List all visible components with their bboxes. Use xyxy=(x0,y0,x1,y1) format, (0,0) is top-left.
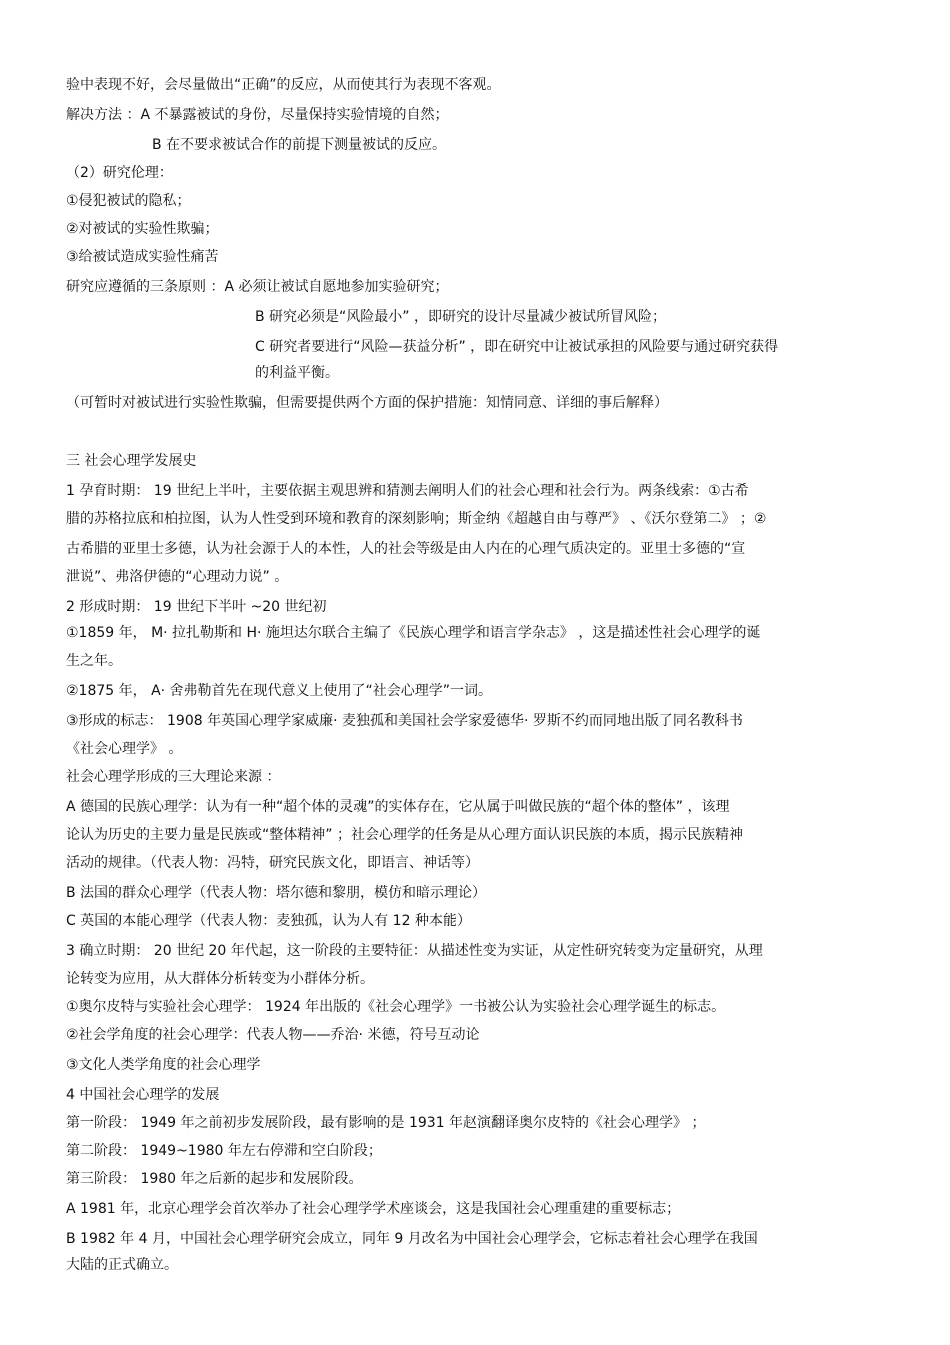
text-line: A 德国的民族心理学：认为有一种“超个体的灵魂”的实体存在，它从属于叫做民族的“超个体的整体” ，该理 xyxy=(66,799,730,815)
text-line: ②社会学角度的社会心理学：代表人物——乔治· 米德，符号互动论 xyxy=(66,1027,480,1043)
text-line: B 1982 年 4 月，中国社会心理学研究会成立，同年 9 月改名为中国社会心理学会，它标志着社会心理学在我国 xyxy=(66,1231,758,1247)
text-line: B 研究必须是“风险最小” ，即研究的设计尽量减少被试所冒风险； xyxy=(255,309,667,325)
text-line: ①1859 年， M· 拉扎勒斯和 H· 施坦达尔联合主编了《民族心理学和语言学杂志》 ，这是描述性社会心理学的诞 xyxy=(66,625,761,641)
text-line: B 在不要求被试合作的前提下测量被试的反应。 xyxy=(152,137,447,153)
text-line: 论转变为应用，从大群体分析转变为小群体分析。 xyxy=(66,971,374,987)
text-line: 研究应遵循的三条原则 ：A 必须让被试自愿地参加实验研究； xyxy=(66,279,449,295)
text-line: 生之年。 xyxy=(66,653,122,669)
text-line: 泄说”、弗洛伊德的“心理动力说” 。 xyxy=(66,569,289,585)
text-line: 3 确立时期： 20 世纪 20 年代起，这一阶段的主要特征：从描述性变为实证，从定性研究转变为定量研究，从理 xyxy=(66,943,763,959)
text-line: 大陆的正式确立。 xyxy=(66,1257,178,1273)
text-line: （2）研究伦理： xyxy=(66,165,173,181)
text-line: ①侵犯被试的隐私； xyxy=(66,193,191,209)
text-line: 1 孕育时期： 19 世纪上半叶，主要依据主观思辨和猜测去阐明人们的社会心理和社会行为。两条线索：①古希 xyxy=(66,483,749,499)
text-line: ①奥尔皮特与实验社会心理学： 1924 年出版的《社会心理学》一书被公认为实验社会心理学诞生的标志。 xyxy=(66,999,726,1015)
text-line: 腊的苏格拉底和柏拉图，认为人性受到环境和教育的深刻影响；斯金纳《超越自由与尊严》 、《沃尔登第二》 ；② xyxy=(66,511,767,527)
text-line: 验中表现不好，会尽量做出“正确”的反应，从而使其行为表现不客观。 xyxy=(66,77,501,93)
text-line: ③形成的标志： 1908 年英国心理学家威廉· 麦独孤和美国社会学家爱德华· 罗斯不约而同地出版了同名教科书 xyxy=(66,713,743,729)
text-line: 《社会心理学》 。 xyxy=(66,741,183,757)
text-line: ②1875 年， A· 舍弗勒首先在现代意义上使用了“社会心理学”一词。 xyxy=(66,683,493,699)
text-line: 4 中国社会心理学的发展 xyxy=(66,1087,220,1103)
section-heading: 三 社会心理学发展史 xyxy=(66,453,197,469)
text-line: ③文化人类学角度的社会心理学 xyxy=(66,1057,261,1073)
text-line: 社会心理学形成的三大理论来源 ： xyxy=(66,769,281,785)
text-line: A 1981 年，北京心理学会首次举办了社会心理学学术座谈会，这是我国社会心理重建的重要标志； xyxy=(66,1201,681,1217)
text-line: 的利益平衡。 xyxy=(255,365,339,381)
text-line: 解决方法 ：A 不暴露被试的身份，尽量保持实验情境的自然； xyxy=(66,107,449,123)
text-line: C 英国的本能心理学（代表人物：麦独孤，认为人有 12 种本能） xyxy=(66,913,471,929)
text-line: 第三阶段： 1980 年之后新的起步和发展阶段。 xyxy=(66,1171,363,1187)
text-line: C 研究者要进行“风险—获益分析” ，即在研究中让被试承担的风险要与通过研究获得 xyxy=(255,339,779,355)
text-line: 活动的规律。（代表人物：冯特，研究民族文化，即语言、神话等） xyxy=(66,855,479,871)
text-line: 古希腊的亚里士多德，认为社会源于人的本性，人的社会等级是由人内在的心理气质决定的。亚里士多德的“宣 xyxy=(66,541,746,557)
text-line: （可暂时对被试进行实验性欺骗，但需要提供两个方面的保护措施：知情同意、详细的事后解释） xyxy=(66,395,668,411)
text-line: 第二阶段： 1949~1980 年左右停滞和空白阶段； xyxy=(66,1143,382,1159)
text-line: B 法国的群众心理学（代表人物：塔尔德和黎朋，模仿和暗示理论） xyxy=(66,885,487,901)
text-line: 论认为历史的主要力量是民族或“整体精神” ；社会心理学的任务是从心理方面认识民族的本质，揭示民族精神 xyxy=(66,827,743,843)
text-line: 2 形成时期： 19 世纪下半叶 ~20 世纪初 xyxy=(66,599,327,615)
text-line: 第一阶段： 1949 年之前初步发展阶段，最有影响的是 1931 年赵演翻译奥尔皮特的《社会心理学》 ； xyxy=(66,1115,706,1131)
text-line: ③给被试造成实验性痛苦 xyxy=(66,249,219,265)
text-line: ②对被试的实验性欺骗； xyxy=(66,221,219,237)
